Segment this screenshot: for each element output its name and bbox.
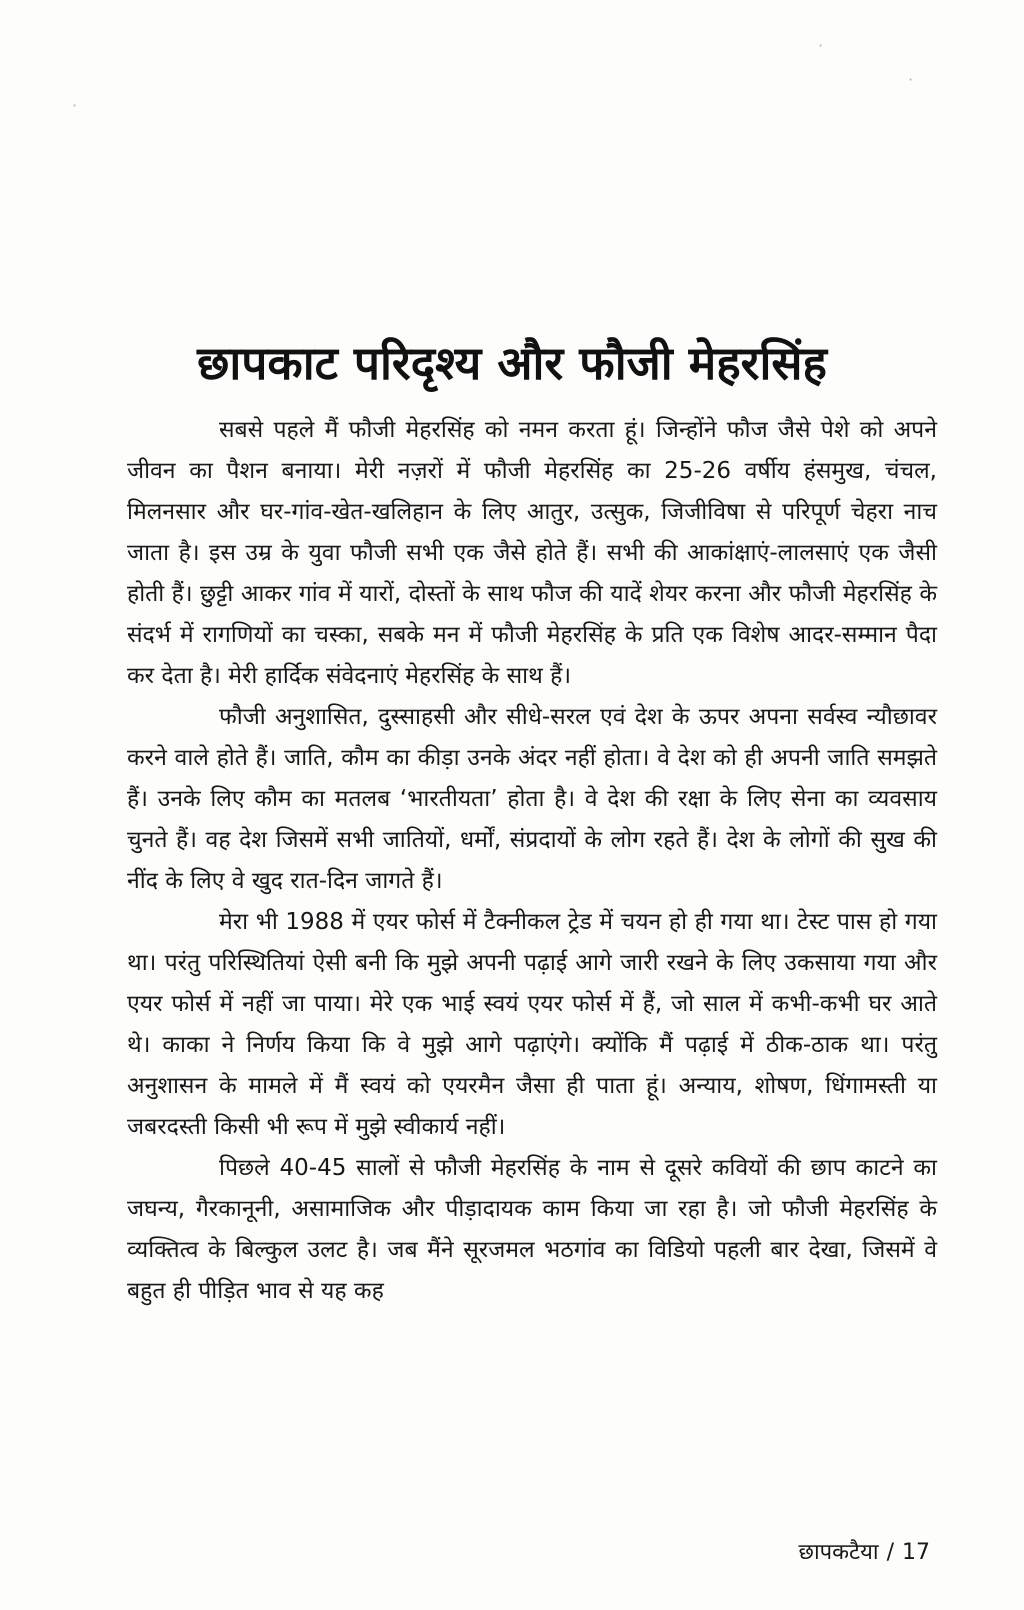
footer-separator: / <box>886 1540 894 1565</box>
page-footer <box>799 1538 930 1568</box>
paragraph: मेरा भी 1988 में एयर फोर्स में टैक्नीकल ट्रेड में चयन हो ही गया था। टेस्ट पास हो गया था। परंतु परिस्थितियां ऐसी बनी कि मुझे अपनी पढ़ाई आगे जारी रखने के लिए उकसाया गया और एयर फोर्स में नहीं जा पाया। मेरे एक भाई स्वयं एयर फोर्स में हैं, जो साल में कभी-कभी घर आते थे। काका ने निर्णय किया कि वे मुझे आगे पढ़ाएंगे। क्योंकि मैं पढ़ाई में ठीक-ठाक था। परंतु अनुशासन के मामले में मैं स्वयं को एयरमैन जैसा ही पाता हूं। अन्याय, शोषण, धिंगामस्ती या जबरदस्ती किसी भी रूप में मुझे स्वीकार्य नहीं। <box>127 909 937 1140</box>
chapter-body <box>127 410 937 1312</box>
chapter-title: छापकाट परिदृश्य और फौजी मेहरसिंह <box>197 335 827 390</box>
scan-speck: · <box>908 70 914 89</box>
paragraph: सबसे पहले मैं फौजी मेहरसिंह को नमन करता हूं। जिन्होंने फौज जैसे पेशे को अपने जीवन का पैशन बनाया। मेरी नज़रों में फौजी मेहरसिंह का 25-26 वर्षीय हंसमुख, चंचल, मिलनसार और घर-गांव-खेत-खलिहान के लिए आतुर, उत्सुक, जिजीविषा से परिपूर्ण चेहरा नाच जाता है। इस उम्र के युवा फौजी सभी एक जैसे होते हैं। सभी की आकांक्षाएं-लालसाएं एक जैसी होती हैं। छुट्टी आकर गांव में यारों, दोस्तों के साथ फौज की यादें शेयर करना और फौजी मेहरसिंह के संदर्भ में रागणियों का चस्का, सबके मन में फौजी मेहरसिंह के प्रति एक विशेष आदर-सम्मान पैदा कर देता है। मेरी हार्दिक संवेदनाएं मेहरसिंह के साथ हैं। <box>127 417 937 689</box>
page-number: 17 <box>902 1540 930 1565</box>
scan-speck: · <box>818 36 824 55</box>
paragraph: पिछले 40-45 सालों से फौजी मेहरसिंह के नाम से दूसरे कवियों की छाप काटने का जघन्य, गैरकानूनी, असामाजिक और पीड़ादायक काम किया जा रहा है। जो फौजी मेहरसिंह के व्यक्तित्व के बिल्कुल उलट है। जब मैंने सूरजमल भठगांव का विडियो पहली बार देखा, जिसमें वे बहुत ही पीड़ित भाव से यह कह <box>127 1155 937 1304</box>
paragraph: फौजी अनुशासित, दुस्साहसी और सीधे-सरल एवं देश के ऊपर अपना सर्वस्व न्यौछावर करने वाले होते हैं। जाति, कौम का कीड़ा उनके अंदर नहीं होता। वे देश को ही अपनी जाति समझते हैं। उनके लिए कौम का मतलब ‘भारतीयता’ होता है। वे देश की रक्षा के लिए सेना का व्यवसाय चुनते हैं। वह देश जिसमें सभी जातियों, धर्मों, संप्रदायों के लोग रहते हैं। देश के लोगों की सुख की नींद के लिए वे खुद रात-दिन जागते हैं। <box>127 704 937 894</box>
scan-speck: · <box>72 96 78 115</box>
running-book-title: छापकटैया <box>798 1540 879 1565</box>
